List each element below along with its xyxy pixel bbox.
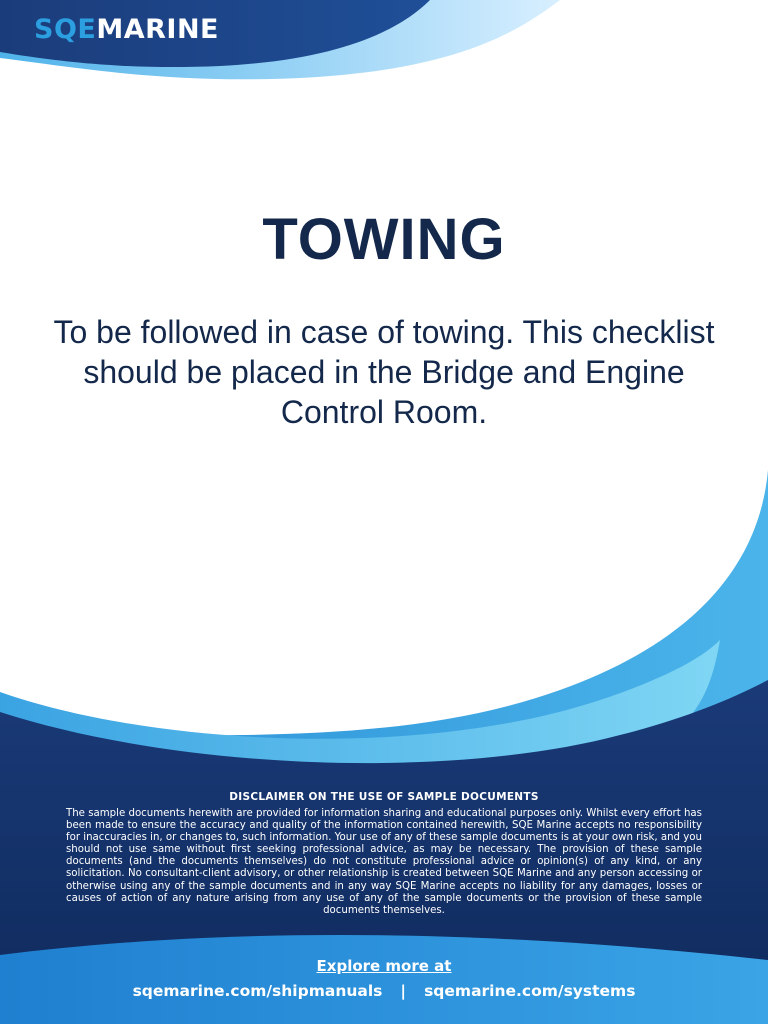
link-separator: | xyxy=(400,982,407,1000)
document-title: TOWING xyxy=(262,207,506,272)
shipmanuals-link[interactable]: sqemarine.com/shipmanuals xyxy=(132,982,383,1000)
disclaimer-body: The sample documents herewith are provided for information sharing and educational purposes only. Whilst every effort has been made to ensure the accuracy and quality of the information contained herewith, SQE Marine accepts no responsibility for inaccuracies in, or changes to, such information. Your use of any of these sample documents is at your own risk, and you should not use same without first seeking professional advice, as may be necessary. The provision of these sample documents (and the documents themselves) do not constitute professional advice or opinion(s) of any kind, or any solicitation. No consultant-client advisory, or other relationship is created between SQE Marine and any person accessing or otherwise using any of the sample documents and in any way SQE Marine accepts no liability for any damages, losses or causes of action of any nature arising from any use of any of the sample documents or the provision of these sample documents themselves. xyxy=(66,808,702,916)
explore-more-link[interactable]: Explore more at xyxy=(316,957,452,975)
logo-marine-text: MARINE xyxy=(96,14,219,45)
sqemarine-logo xyxy=(34,14,219,45)
footer-links xyxy=(0,982,768,1000)
systems-link[interactable]: sqemarine.com/systems xyxy=(424,982,636,1000)
document-subtitle: To be followed in case of towing. This checklist should be placed in the Bridge and Engine Control Room. xyxy=(53,314,715,430)
logo-sqe-text: SQE xyxy=(34,14,97,45)
disclaimer-heading: DISCLAIMER ON THE USE OF SAMPLE DOCUMENTS xyxy=(229,791,539,803)
